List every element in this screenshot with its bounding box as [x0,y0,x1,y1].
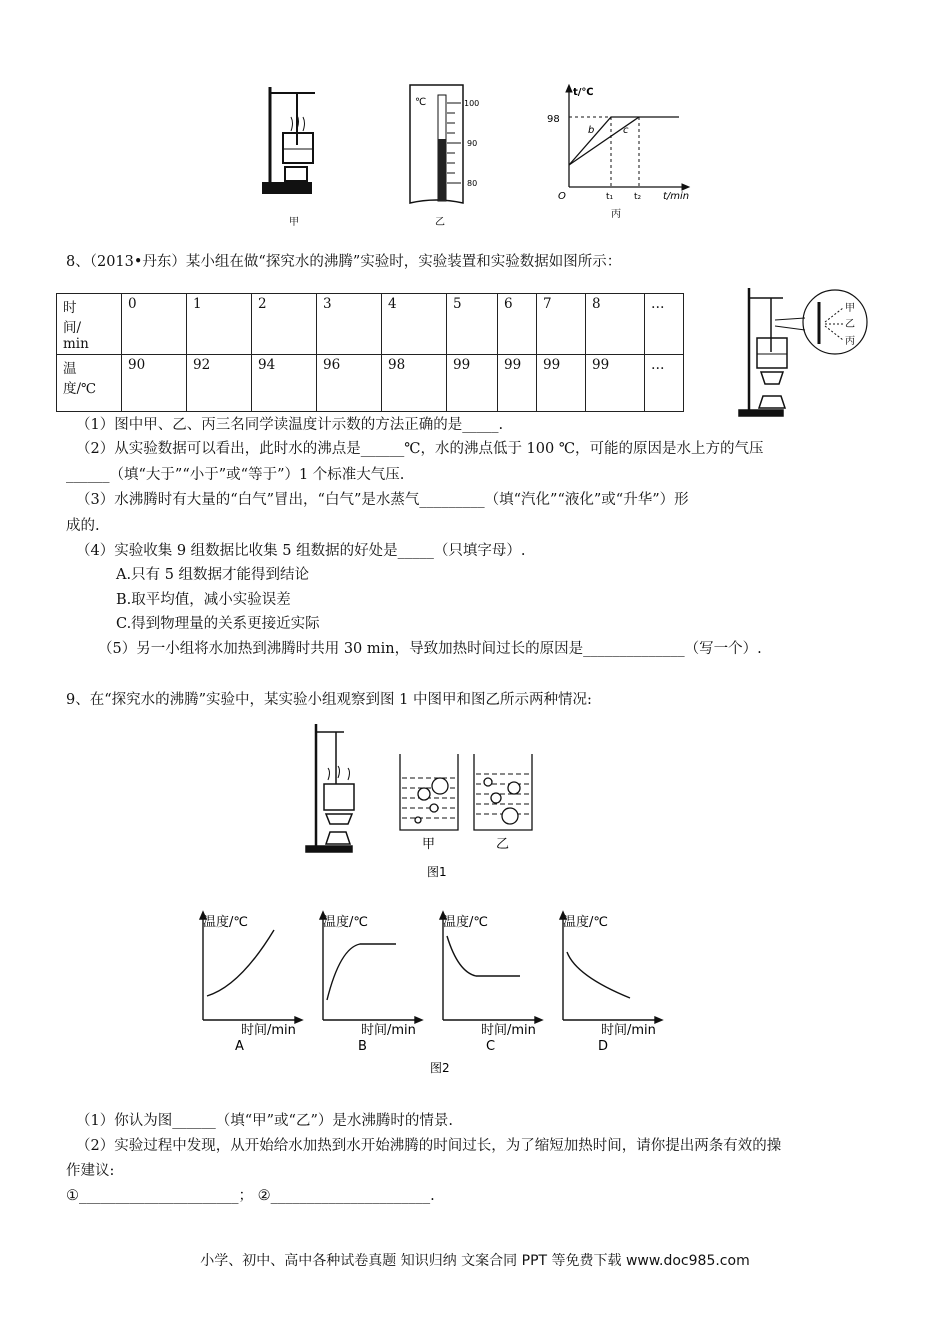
top-figure [255,65,715,235]
q9-title: 9、在“探究水的沸腾”实验中，某实验小组观察到图 1 中图甲和图乙所示两种情况: [66,692,592,708]
graph-d-curve [567,952,630,998]
q8-side-figure [735,280,885,422]
table-cell: 92 [187,355,252,412]
table-cell: 90 [122,355,187,412]
graph-origin: O [558,191,566,202]
table-cell: 0 [122,294,187,355]
table-cell: 99 [447,355,498,412]
graph-a-x-arrow [295,1017,302,1023]
table-row-time [57,294,684,355]
q8-p4: （4）实验收集 9 组数据比收集 5 组数据的好处是_____（只填字母）. [76,543,526,559]
fig1-caption: 图1 [427,865,447,879]
q8-p1: （1）图中甲、乙、丙三名同学读温度计示数的方法正确的是_____. [76,417,504,433]
table-cell: 99 [498,355,537,412]
q9-p2a: （2）实验过程中发现，从开始给水加热到水开始沸腾的时间过长，为了缩短加热时间，请你提出两条有效的操 [76,1138,782,1154]
q9-p1: （1）你认为图______（填“甲”或“乙”）是水沸腾时的情景. [76,1113,453,1129]
graph-y98: 98 [547,114,560,125]
graph-b-xlabel: 时间/min [361,1023,416,1038]
fig1-label-jia: 甲 [422,837,436,852]
graph-d-x-arrow [655,1017,662,1023]
temperature-graph-bing [566,85,689,190]
side-label-bing: 丙 [845,336,855,347]
table-cell: 7 [537,294,586,355]
table-header-time: 时 间/ min [57,294,122,355]
q8-title: 8、（2013•丹东）某小组在做“探究水的沸腾”实验时，实验装置和实验数据如图所示： [66,254,622,270]
graph-t2: t₂ [634,192,642,202]
heating-apparatus [306,724,354,852]
graph-a-axes [203,916,298,1020]
graph-a-ylabel: 温度/℃ [203,915,248,930]
q9-p2b: 作建议: [66,1163,115,1179]
table-cell: 94 [252,355,317,412]
footer: 小学、初中、高中各种试卷真题 知识归纳 文案合同 PPT 等免费下载 www.doc985.com [200,1253,750,1269]
table-cell: 6 [498,294,537,355]
fig2-caption: 图2 [430,1061,450,1075]
beaker-yi [474,754,532,830]
graph-c-x-arrow [535,1017,542,1023]
thermo-tick-90: 90 [467,139,478,148]
graph-c-axes [443,916,538,1020]
graph-b: b [588,125,595,136]
q8-p4-option-c: C.得到物理量的关系更接近实际 [116,616,320,632]
graph-t1: t₁ [606,192,614,202]
graph-xlabel: t/min [663,191,690,202]
label-jia: 甲 [289,217,299,228]
table-cell: 96 [317,355,382,412]
graph-c: c [623,125,629,136]
table-cell: 1 [187,294,252,355]
graph-c-letter: C [486,1039,496,1054]
heating-apparatus-jia [263,87,315,193]
table-cell: 99 [586,355,645,412]
q9-figure-2 [190,900,700,1080]
graph-d-letter: D [598,1039,609,1054]
graph-a-letter: A [235,1039,244,1054]
table-cell: 98 [382,355,447,412]
q8-data-table [56,293,684,412]
q8-p3b: 成的. [66,518,100,534]
fig1-label-yi: 乙 [496,837,510,852]
q8-p5: （5）另一小组将水加热到沸腾时共用 30 min，导致加热时间过长的原因是______________（写一个）. [98,641,762,657]
graph-b-letter: B [358,1039,367,1054]
graph-c-xlabel: 时间/min [481,1023,536,1038]
table-cell: 99 [537,355,586,412]
graph-a-xlabel: 时间/min [241,1023,296,1038]
q8-p2b: ______（填“大于”“小于”或“等于”）1 个标准大气压. [66,467,405,483]
q8-p4-option-b: B.取平均值，减小实验误差 [116,592,291,608]
table-cell: 3 [317,294,382,355]
q8-p2a: （2）从实验数据可以看出，此时水的沸点是______℃，水的沸点低于 100 ℃，可能的原因是水上方的气压 [76,441,764,457]
graph-d-xlabel: 时间/min [601,1023,656,1038]
q8-p4-option-a: A.只有 5 组数据才能得到结论 [116,567,310,583]
q9-p2c: ①______________________； ②______________________. [66,1188,435,1204]
label-yi: 乙 [435,217,445,228]
table-cell: 2 [252,294,317,355]
table-cell: 5 [447,294,498,355]
graph-a-curve [207,930,274,996]
side-label-yi: 乙 [845,319,855,330]
thermo-unit: ℃ [415,97,427,108]
graph-b-curve [327,944,396,1000]
q8-p3a: （3）水沸腾时有大量的“白气”冒出，“白气”是水蒸气_________（填“汽化”“液化”或“升华”）形 [76,492,689,508]
graph-c-curve [447,936,520,976]
graph-ylabel: t/℃ [573,87,594,98]
table-cell: … [645,355,684,412]
table-cell: 8 [586,294,645,355]
graph-c-ylabel: 温度/℃ [443,915,488,930]
table-header-temperature: 温 度/℃ [57,355,122,412]
graph-b-ylabel: 温度/℃ [323,915,368,930]
thermo-tick-100: 100 [464,99,480,108]
table-cell: 4 [382,294,447,355]
label-bing: 丙 [611,209,621,220]
beaker-jia [400,754,458,830]
table-row-temperature [57,355,684,412]
graph-b-x-arrow [415,1017,422,1023]
thermo-tick-80: 80 [467,179,478,188]
q9-figure-1 [300,718,540,886]
table-cell: … [645,294,684,355]
graph-d-ylabel: 温度/℃ [563,915,608,930]
side-label-jia: 甲 [845,303,855,314]
